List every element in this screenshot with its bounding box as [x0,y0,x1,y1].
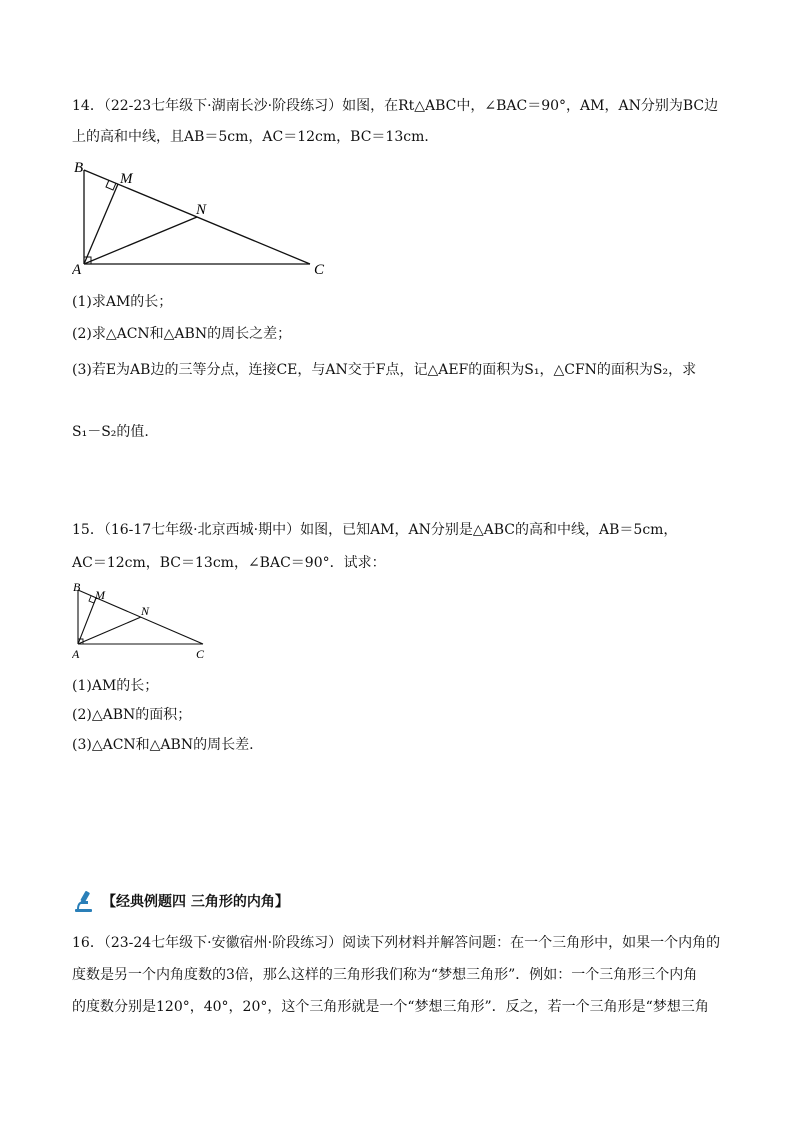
q14-fig-label-n: N [196,202,207,218]
q15-part-2: (2)△ABN的面积； [72,707,192,723]
q14-part-3-cont: S₁－S₂的值. [72,424,149,440]
q15-fig-label-b: B [73,580,81,594]
q16-line-3: 的度数分别是120°，40°，20°，这个三角形就是一个“梦想三角形”．反之，若一个三角形是“梦想三角 [72,999,709,1015]
q14-line-2: 上的高和中线，且AB＝5cm，AC＝12cm，BC＝13cm． [72,129,439,145]
q14-part-2: (2)求△ACN和△ABN的周长之差； [72,326,292,342]
q15-fig-label-m: M [95,588,105,602]
q14-fig-label-c: C [314,262,325,278]
q14-line-1: 14．（22-23七年级下·湖南长沙·阶段练习）如图，在Rt△ABC中，∠BAC＝90°，AM，AN分别为BC边 [72,98,719,114]
q14-fig-label-m: M [120,171,133,187]
section-title: 【经典例题四 三角形的内角】 [102,894,289,910]
q15-line-1: 15．（16-17七年级·北京西城·期中）如图，已知AM，AN分别是△ABC的高和中线，AB＝5cm， [72,522,678,538]
q14-part-3: (3)若E为AB边的三等分点，连接CE，与AN交于F点，记△AEF的面积为S₁，△CFN的面积为S₂，求 [72,362,697,378]
q15-figure [72,580,212,662]
q14-figure [72,158,334,278]
q15-fig-label-n: N [141,604,150,618]
q15-part-1: (1)AM的长； [72,678,159,694]
q15-line-2: AC＝12cm，BC＝13cm，∠BAC＝90°．试求： [72,555,386,571]
q15-part-3: (3)△ACN和△ABN的周长差. [72,737,254,753]
q15-fig-label-c: C [196,647,205,661]
q16-line-2: 度数是另一个内角度数的3倍，那么这样的三角形我们称为“梦想三角形”．例如：一个三角形三个内角 [72,967,698,983]
microscope-icon [72,889,96,913]
section-heading [72,888,289,914]
q14-part-1: (1)求AM的长； [72,294,173,310]
q14-fig-label-a: A [72,262,82,278]
q14-fig-label-b: B [74,160,84,176]
q16-line-1: 16．（23-24七年级下·安徽宿州·阶段练习）阅读下列材料并解答问题：在一个三角形中，如果一个内角的 [72,935,721,951]
q15-fig-label-a: A [72,647,80,661]
